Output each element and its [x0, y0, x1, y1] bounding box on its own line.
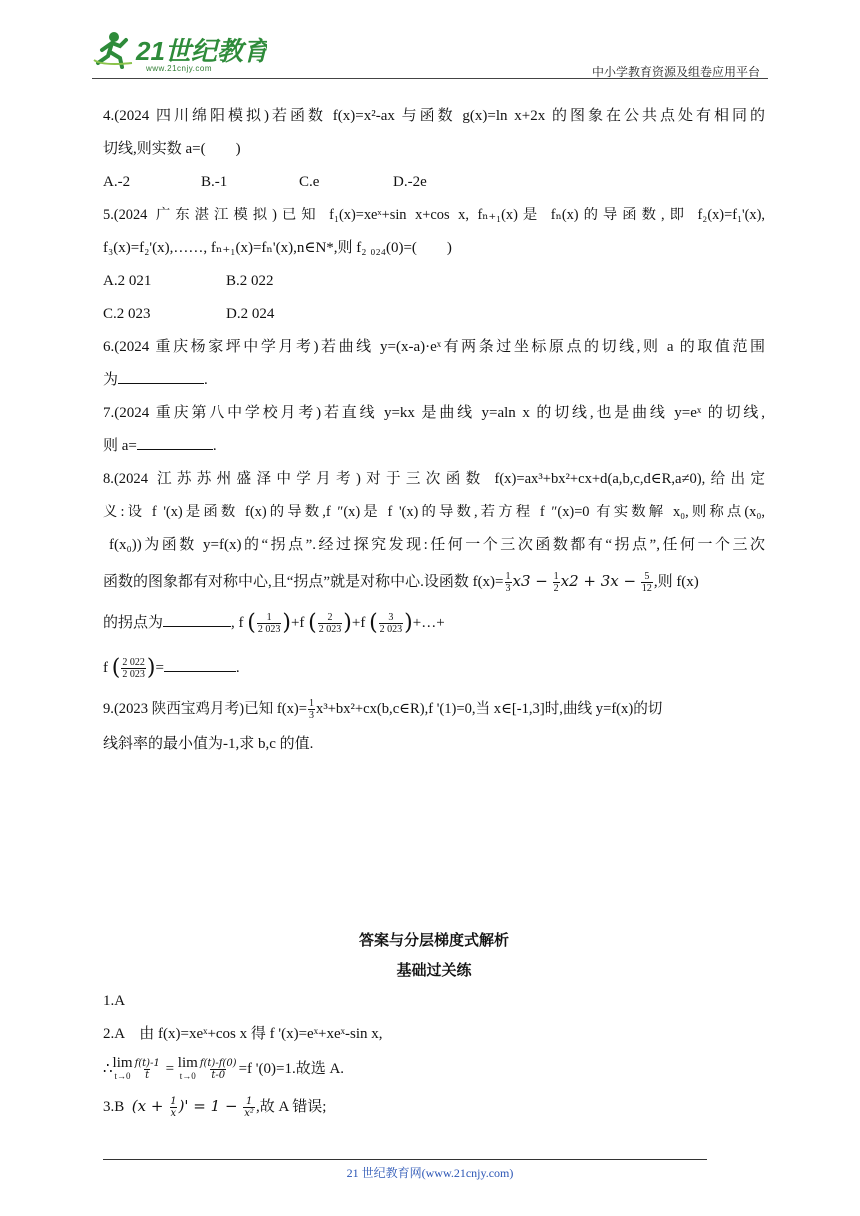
logo-text: 21世纪教育: [136, 36, 267, 66]
question-9-line-2: 线斜率的最小值为-1,求 b,c 的值.: [103, 736, 314, 753]
answer-subtitle: 基础过关练: [396, 961, 472, 979]
option-c: C.e: [299, 174, 320, 190]
answer-blank[interactable]: [118, 368, 204, 384]
q8-text: ,则 f(x): [653, 574, 699, 590]
option-c: C.2 023: [103, 306, 151, 322]
footer-divider: [103, 1159, 707, 1160]
question-8-line-3: f(x₀))为函数 y=f(x)的“拐点”.经过探究发现:任何一个三次函数都有“拐点”,任何一个三次: [109, 537, 765, 553]
option-b: B.-1: [201, 174, 228, 190]
fraction: $\frac{1}{x}$: [170, 1096, 177, 1120]
question-6-line-2: [103, 364, 765, 397]
question-6-line-1: 6.(2024 重庆杨家坪中学月考)若曲线 y=(x-a)·eˣ有两条过坐标原点的切线,则 a 的取值范围: [103, 339, 765, 355]
fraction: $\frac{f(t)-1}{t}$: [134, 1058, 160, 1082]
fraction: $\frac{1}{3}$: [309, 698, 315, 722]
q8-text: .: [235, 659, 240, 676]
question-5-line-2: f₃(x)=f₂'(x),……, fₙ₊₁(x)=fₙ'(x),n∈N*,则 f₂ ₀₂₄(0)=( ): [103, 240, 452, 256]
answer-expr: (x +: [131, 1097, 169, 1115]
q8-expr: x2 + 3x −: [560, 572, 637, 590]
question-7-line-1: 7.(2024 重庆第八中学校月考)若直线 y=kx 是曲线 y=aln x 的切线,也是曲线 y=eˣ 的切线,: [103, 405, 765, 421]
question-5-options-row-1: [103, 265, 765, 298]
option-a: A.2 021: [103, 273, 152, 289]
option-d: D.2 024: [226, 306, 275, 322]
q8-text: =: [155, 659, 164, 676]
option-d: D.-2e: [393, 174, 427, 190]
answer-1: 1.A: [103, 993, 126, 1009]
fraction: $\frac{f(t)-f(0)}{t-0}$: [199, 1058, 237, 1082]
question-5-options-row-2: [103, 298, 765, 331]
fraction: $\frac{1}{2 023}$: [257, 612, 281, 636]
fraction: $\frac{2 022}{2 023}$: [122, 656, 145, 680]
question-8-line-4: [103, 562, 765, 601]
question-4-options: [103, 166, 765, 199]
platform-label: 中小学教育资源及组卷应用平台: [591, 65, 760, 79]
answer-3: [103, 1087, 765, 1126]
answer-title: 答案与分层梯度式解析: [358, 931, 509, 949]
q8-text: f: [103, 659, 108, 676]
answer-text: ∴: [103, 1061, 113, 1077]
question-4-line-2: 切线,则实数 a=( ): [103, 141, 241, 157]
fraction: $\frac{1}{3}$: [505, 571, 511, 595]
q8-text: +f: [351, 615, 366, 631]
answer-text: ,故 A 错误;: [255, 1099, 327, 1115]
fraction: $\frac{1}{\text{x²}}$: [244, 1096, 254, 1120]
question-5-line-1: 5.(2024 广东湛江模拟)已知 f₁(x)=xeˣ+sin x+cos x, fₙ₊₁(x)是 fₙ(x)的导函数,即 f₂(x)=f₁'(x),: [103, 207, 765, 223]
fraction: $\frac{5}{12}$: [641, 571, 652, 595]
question-7-end: .: [212, 438, 217, 454]
option-a: A.-2: [103, 174, 131, 190]
answer-2: 2.A 由 f(x)=xeˣ+cos x 得 f '(x)=eˣ+xeˣ-sin x,: [103, 1026, 383, 1042]
q9-text: 9.(2023 陕西宝鸡月考)已知 f(x)=: [103, 701, 308, 718]
question-9-line-1: [103, 690, 765, 728]
logo-url: www.21cnjy.com: [146, 64, 212, 73]
q8-text: 函数的图象都有对称中心,且“拐点”就是对称中心.设函数 f(x)=: [103, 574, 504, 590]
answer-2-limit: [103, 1051, 765, 1087]
q8-text: 的拐点为: [103, 615, 164, 631]
question-6-text: 为: [103, 372, 119, 388]
answer-expr: )' = 1 −: [178, 1097, 243, 1115]
answer-section: [103, 925, 765, 1126]
site-logo[interactable]: [92, 30, 267, 78]
fraction: $\frac{1}{2}$: [553, 571, 559, 595]
answer-blank[interactable]: [163, 611, 231, 627]
answer-text: =f '(0)=1.故选 A.: [238, 1061, 345, 1077]
question-8-line-6: f ( $\frac{2 022}{2 023}$ )= .: [103, 655, 240, 681]
limit-expression: lim t→0: [112, 1054, 133, 1081]
q8-text: +…+: [412, 615, 445, 631]
question-7-line-2: [103, 430, 765, 463]
fraction: $\frac{3}{2 023}$: [379, 612, 403, 636]
q8-text: +f: [290, 615, 305, 631]
option-b: B.2 022: [226, 273, 274, 289]
footer-link[interactable]: 21 世纪教育网(www.21cnjy.com): [346, 1166, 514, 1180]
q9-text: x³+bx²+cx(b,c∈R),f '(1)=0,当 x∈[-1,3]时,曲线 y=f(x)的切: [316, 701, 663, 718]
answer-blank[interactable]: [137, 434, 213, 450]
question-8-line-5: 的拐点为 , f ( $\frac{1}{2 023}$ )+f ( $\frac{2}{2 023}$ )+f ( $\frac{3}{2 023}$ )+…+: [103, 610, 445, 636]
fraction: $\frac{2}{2 023}$: [318, 612, 342, 636]
q8-expr: x3 −: [512, 572, 548, 590]
question-4-line-1: 4.(2024 四川绵阳模拟)若函数 f(x)=x²-ax 与函数 g(x)=ln x+2x 的图象在公共点处有相同的: [103, 108, 765, 124]
page-header: [92, 30, 768, 82]
q8-text: , f: [231, 615, 244, 631]
question-7-text: 则 a=: [103, 438, 137, 454]
answer-blank[interactable]: [164, 656, 236, 672]
question-8-line-2: 义:设 f '(x)是函数 f(x)的导数,f ″(x)是 f '(x)的导数,若方程 f ″(x)=0 有实数解 x₀,则称点(x₀,: [103, 504, 765, 520]
answer-text: =: [161, 1061, 178, 1077]
limit-expression: lim t→0: [177, 1054, 198, 1081]
answer-text: 3.B: [103, 1099, 125, 1115]
question-list: [103, 100, 765, 761]
question-8-line-1: 8.(2024 江苏苏州盛泽中学月考)对于三次函数 f(x)=ax³+bx²+cx+d(a,b,c,d∈R,a≠0),给出定: [103, 471, 765, 487]
question-6-end: .: [204, 372, 208, 388]
header-divider: [92, 78, 768, 79]
